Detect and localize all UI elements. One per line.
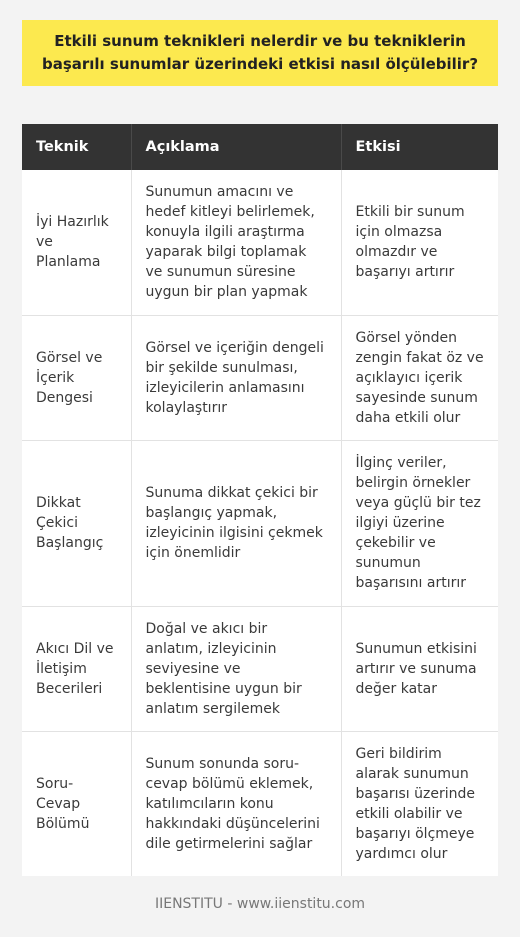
cell-technique: Akıcı Dil ve İletişim Becerileri [22, 606, 131, 731]
cell-technique: Soru-Cevap Bölümü [22, 731, 131, 876]
header-etkisi: Etkisi [341, 124, 498, 170]
cell-effect: Görsel yönden zengin fakat öz ve açıklayıcı içerik sayesinde sunum daha etkili olur [341, 315, 498, 440]
cell-technique: Görsel ve İçerik Dengesi [22, 315, 131, 440]
cell-effect: İlginç veriler, belirgin örnekler veya güçlü bir tez ilgiyi üzerine çekebilir ve sunumun başarısını artırır [341, 440, 498, 606]
table-row [22, 606, 498, 731]
techniques-table [22, 124, 498, 876]
question-banner: Etkili sunum teknikleri nelerdir ve bu tekniklerin başarılı sunumlar üzerindeki etkisi nasıl ölçülebilir? [22, 20, 498, 86]
table-row [22, 731, 498, 876]
table-header-row [22, 124, 498, 170]
cell-description: Sunuma dikkat çekici bir başlangıç yapmak, izleyicinin ilgisini çekmek için önemlidir [131, 440, 341, 606]
cell-technique: İyi Hazırlık ve Planlama [22, 170, 131, 315]
cell-effect: Geri bildirim alarak sunumun başarısı üzerinde etkili olabilir ve başarıyı ölçmeye yardımcı olur [355, 745, 475, 862]
cell-description: Sunumun amacını ve hedef kitleyi belirlemek, konuyla ilgili araştırma yaparak bilgi toplamak ve sunumun süresine uygun bir plan yapmak [131, 170, 341, 315]
footer-credit: IIENSTITU - www.iienstitu.com [154, 896, 366, 912]
cell-effect: Etkili bir sunum için olmazsa olmazdır ve başarıyı artırır [341, 170, 498, 315]
header-aciklama: Açıklama [131, 124, 341, 170]
cell-technique: Dikkat Çekici Başlangıç [22, 440, 131, 606]
table-row [22, 170, 498, 315]
cell-description: Görsel ve içeriğin dengeli bir şekilde sunulması, izleyicilerin anlamasını kolaylaştırır [131, 315, 341, 440]
cell-effect: Sunumun etkisini artırır ve sunuma değer katar [341, 606, 498, 731]
header-teknik: Teknik [22, 124, 131, 170]
table-row [22, 440, 498, 606]
cell-description: Doğal ve akıcı bir anlatım, izleyicinin seviyesine ve beklentisine uygun bir anlatım sergilemek [131, 606, 341, 731]
cell-description: Sunum sonunda soru-cevap bölümü eklemek, katılımcıların konu hakkındaki düşüncelerini dile getirmelerini sağlar [131, 731, 341, 876]
table-row [22, 315, 498, 440]
